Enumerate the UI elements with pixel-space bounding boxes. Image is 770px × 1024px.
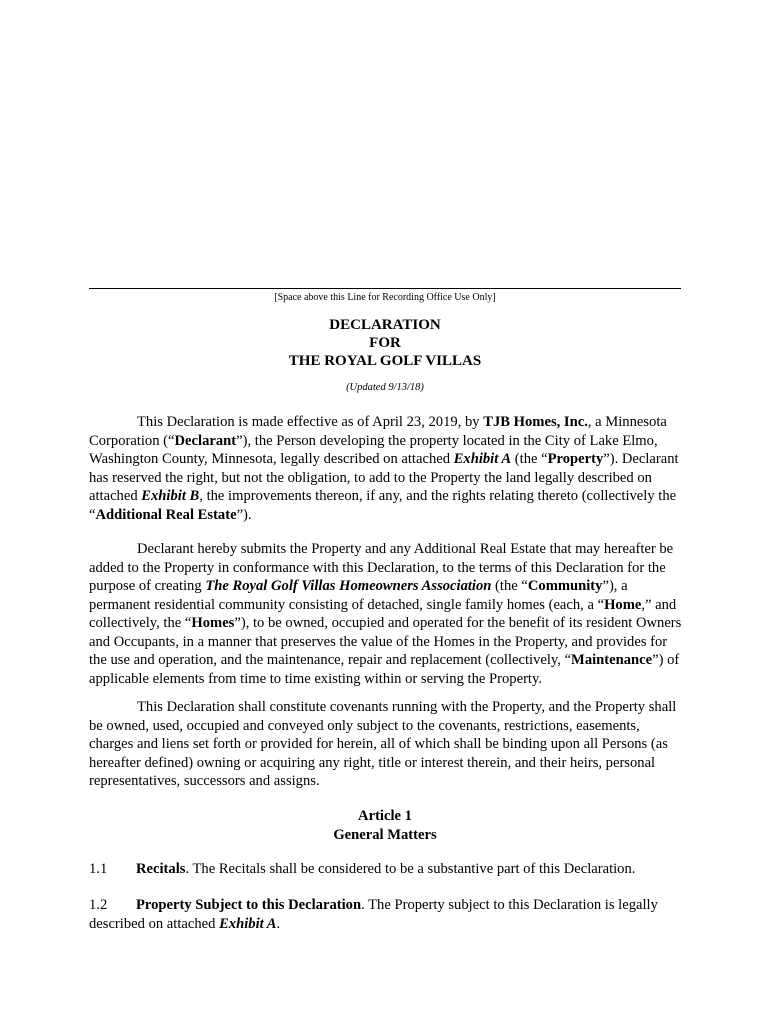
paragraph-covenants: This Declaration shall constitute covenants running with the Property, and the Property shall be owned, used, occupied and conveyed only subject to the covenants, restrictions, easements, charges and liens set forth or provided for herein, all of which shall be binding upon all Persons (as hereafter defined) owning or acquiring any right, title or interest therein, and their heirs, personal representatives, successors and assigns. [89,699,677,789]
defined-term-maintenance: Maintenance [571,652,653,668]
section-text: . The Property subject to this Declaration is legally described on attached [89,897,658,932]
title-line-royal-golf-villas: THE ROYAL GOLF VILLAS [288,353,482,369]
exhibit-b-reference: Exhibit B [141,488,200,504]
paragraph-submission [89,540,683,688]
document-title [89,316,681,370]
defined-term-additional-real-estate: Additional Real Estate [95,506,237,523]
section-1-2 [89,896,683,933]
text-run: (the “ [511,451,548,467]
text-run: (the “ [491,578,528,594]
section-heading: Property Subject to this Declaration [136,897,362,913]
text-run: ”). [236,506,252,523]
defined-term-declarant: Declarant [174,432,237,449]
section-heading: Recitals [136,861,186,877]
text-run: This Declaration is made effective as of April 23, 2019, by [137,414,484,430]
article-heading [89,807,681,844]
recording-divider-line [89,288,681,289]
text-run: ”), to be owned, occupied and operated for the benefit of its resident Owners and Occupants, in a manner that preserves the value of the Homes in the Property, and provides for the use and operation, and the maintenance, repair and replacement (collectively, “ [89,615,682,668]
text-run: , a Minnesota Corporation (“ [89,414,667,449]
article-number: Article 1 [358,808,412,824]
exhibit-a-reference: Exhibit A [219,915,277,932]
text-run: ,” and collectively, the “ [89,596,677,631]
defined-term-property: Property [547,451,604,467]
text-run: ”) of applicable elements from time to time existing within or serving the Property. [89,652,680,687]
paragraph-effective-date [89,413,683,524]
section-number: 1.1 [89,861,108,877]
article-title: General Matters [333,826,437,843]
section-number: 1.2 [89,897,108,913]
declarant-name: TJB Homes, Inc. [483,414,588,430]
text-run: Declarant hereby submits the Property and any Additional Real Estate that may hereafter be added to the Property in conformance with this Declaration, to the terms of this Declaration for the purpose of creating [89,541,674,594]
title-line-declaration: DECLARATION [329,317,441,333]
recording-office-note: [Space above this Line for Recording Office Use Only] [274,292,496,303]
exhibit-a-reference: Exhibit A [453,451,512,467]
association-name: The Royal Golf Villas Homeowners Association [205,578,492,594]
defined-term-homes: Homes [191,615,235,631]
section-1-1 [89,860,683,879]
text-run: , the improvements thereon, if any, and the rights relating thereto (collectively the “ [89,488,677,523]
title-line-for: FOR [369,335,401,351]
text-run: ”), a permanent residential community consisting of detached, single family homes (each, a “ [89,578,628,613]
text-run: ”). Declarant has reserved the right, but not the obligation, to add to the Property the land legally described on attached [89,451,679,504]
text-run: ”), the Person developing the property located in the City of Lake Elmo, Washington County, Minnesota, legally described on attached [89,432,658,467]
defined-term-community: Community [527,578,603,594]
updated-date: (Updated 9/13/18) [346,382,424,393]
section-text: . [276,915,281,932]
section-text: . The Recitals shall be considered to be a substantive part of this Declaration. [185,861,636,877]
defined-term-home: Home [604,596,642,613]
